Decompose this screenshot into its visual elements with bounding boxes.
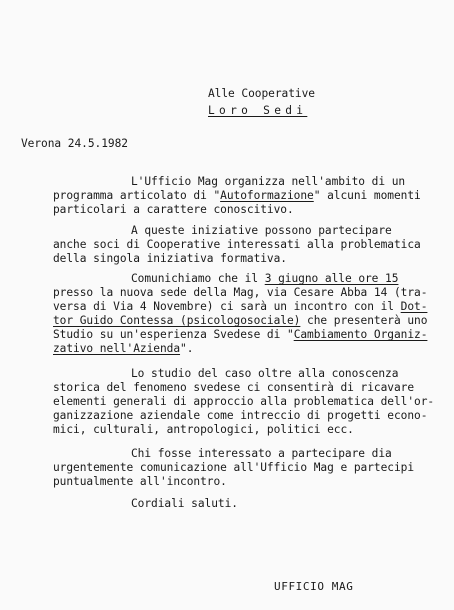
paragraph-2-line-2: anche soci di Cooperative interessati alla problematica	[53, 238, 421, 251]
paragraph-3-line-2: presso la nuova sede della Mag, via Cesare Abba 14 (tra-	[53, 286, 428, 299]
paragraph-1-line-1: L'Ufficio Mag organizza nell'ambito di un	[131, 175, 406, 188]
paragraph-3-line-6: zativo nell'Azienda".	[53, 342, 194, 355]
paragraph-3-line-1: Comunichiamo che il 3 giugno alle ore 15	[131, 272, 399, 285]
addressee-line-2: Loro Sedi	[208, 104, 308, 117]
underlined-study-title: Cambiamento Organiz-	[293, 328, 428, 341]
paragraph-4-line-4: ganizzazione aziendale come intreccio di progetti econo-	[53, 409, 428, 422]
paragraph-3-line-5: Studio su un'esperienza Svedese di "Cambiamento Organiz-	[53, 328, 428, 341]
underlined-term: Autoformazione	[220, 189, 314, 202]
paragraph-5-line-2: urgentemente comunicazione all'Ufficio Mag e partecipi	[53, 461, 415, 474]
closing-line: Cordiali saluti.	[131, 497, 238, 510]
paragraph-1-line-3: particolari a carattere conoscitivo.	[53, 203, 294, 216]
paragraph-5-line-3: puntualmente all'incontro.	[53, 475, 227, 488]
paragraph-4-line-3: elementi generali di approccio alla problematica dell'or-	[53, 395, 435, 408]
underlined-speaker: Dot-	[400, 300, 428, 313]
paragraph-1-line-2: programma articolato di "Autoformazione" alcuni momenti	[53, 189, 421, 202]
paragraph-4-line-1: Lo studio del caso oltre alla conoscenza	[131, 367, 399, 380]
paragraph-2-line-1: A queste iniziative possono partecipare	[131, 224, 392, 237]
paragraph-5-line-1: Chi fosse interessato a partecipare dia	[131, 447, 392, 460]
signature: UFFICIO MAG	[274, 580, 354, 593]
paragraph-2-line-3: della singola iniziativa formativa.	[53, 252, 287, 265]
date-line: Verona 24.5.1982	[21, 137, 128, 150]
addressee-line-1: Alle Cooperative	[208, 87, 315, 100]
paragraph-4-line-5: mici, culturali, antropologici, politici ecc.	[53, 423, 354, 436]
underlined-speaker: tor Guido Contessa (psicologosociale)	[53, 314, 301, 327]
underlined-study-title: zativo nell'Azienda	[53, 342, 181, 355]
paragraph-4-line-2: storica del fenomeno svedese ci consentirà di ricavare	[53, 381, 415, 394]
paragraph-3-line-3: versa di Via 4 Novembre) ci sarà un incontro con il Dot-	[53, 300, 428, 313]
underlined-date: 3 giugno alle ore 15	[264, 272, 399, 285]
paragraph-3-line-4: tor Guido Contessa (psicologosociale) che presenterà uno	[53, 314, 428, 327]
